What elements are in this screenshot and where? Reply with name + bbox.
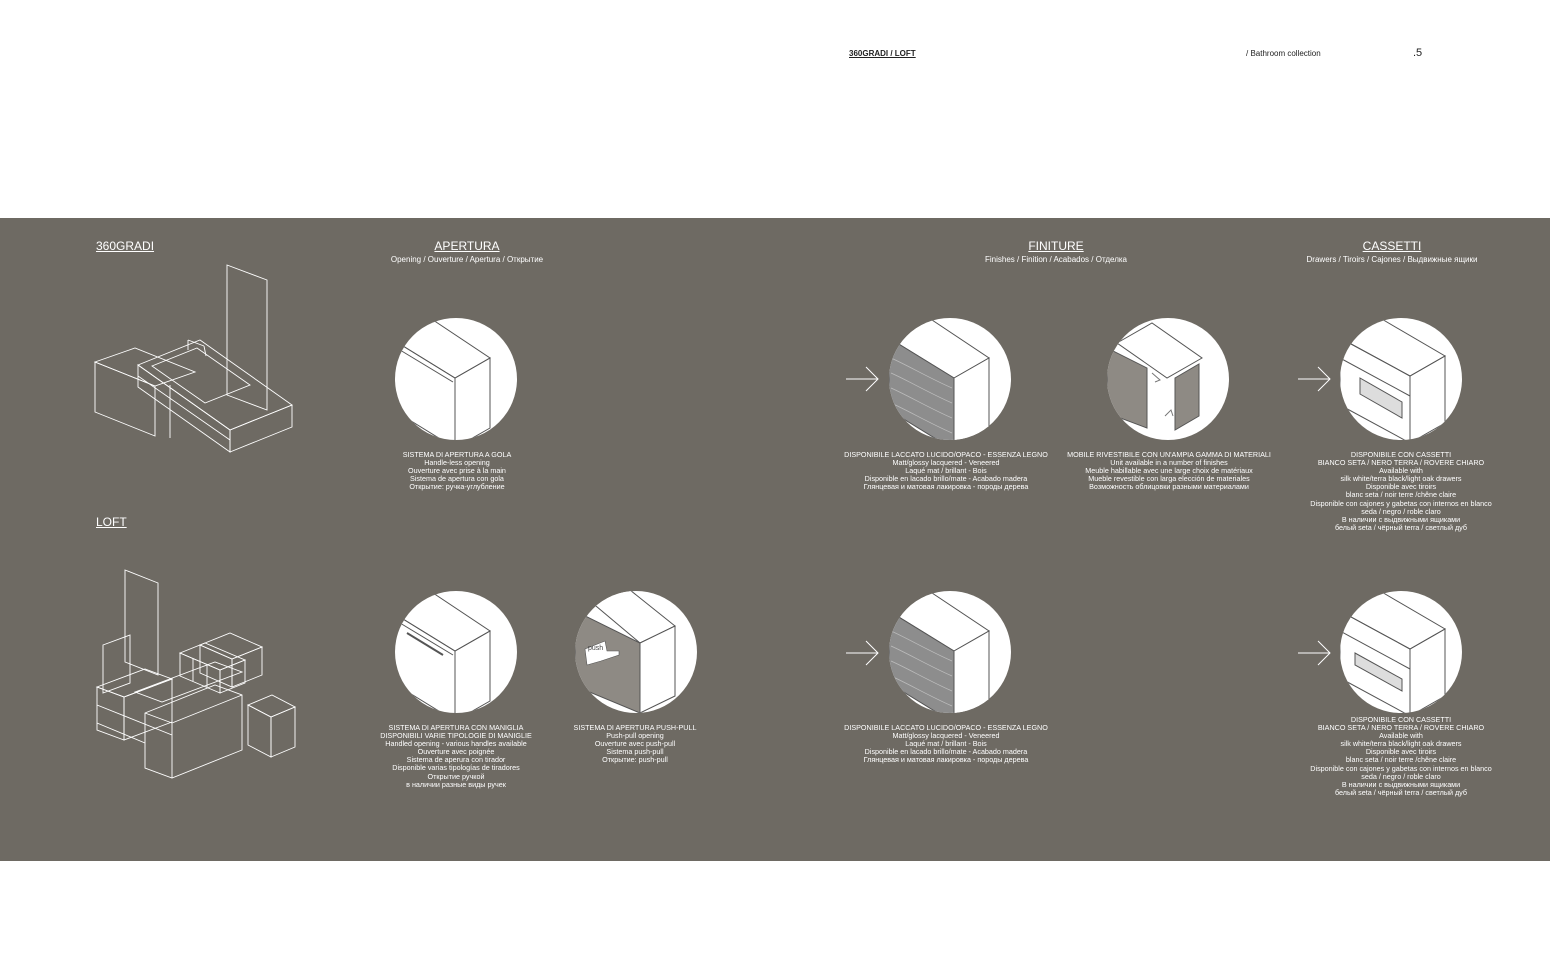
drawers-circle-loft	[1340, 591, 1462, 713]
subheading-finiture: Finishes / Finition / Acabados / Отделка	[985, 255, 1127, 264]
header-category: / Bathroom collection	[1246, 49, 1321, 58]
lacquered-description-loft: DISPONIBILE LACCATO LUCIDO/OPACO - ESSENZA LEGNO Matt/glossy lacquered - Veneered Laqué mat / brillant - Bois Disponible en lacado brillo/mate - Acabado madera Глянцевая и матовая лакировка - породы дерева	[844, 723, 1048, 765]
handle-opening-circle	[395, 591, 517, 713]
drawers-circle	[1340, 318, 1462, 440]
lacquered-description: DISPONIBILE LACCATO LUCIDO/OPACO - ESSENZA LEGNO Matt/glossy lacquered - Veneered Laqué mat / brillant - Bois Disponible en lacado brillo/mate - Acabado madera Глянцевая и матовая лакировка - породы дерева	[844, 450, 1048, 492]
heading-apertura: APERTURA	[434, 239, 500, 253]
loft-illustration	[90, 565, 300, 800]
heading-cassetti: CASSETTI	[1362, 239, 1422, 253]
360gradi-illustration	[90, 260, 300, 470]
push-pull-description: SISTEMA DI APERTURA PUSH-PULL Push-pull opening Ouverture avec push-pull Sistema push-pull Открытие: push-pull	[573, 723, 697, 765]
arrow-right-icon	[1298, 365, 1332, 393]
subheading-cassetti: Drawers / Tiroirs / Cajones / Выдвижные ящики	[1306, 255, 1478, 264]
gola-opening-circle	[395, 318, 517, 440]
drawers-description: DISPONIBILE CON CASSETTI BIANCO SETA / NERO TERRA / ROVERE CHIARO Available with silk white/terra black/light oak drawers Disponible avec tiroirs blanc seta / noir terre /chêne claire Disponible con cajones y gabetas con internos en blanco seda / negro / roble claro В наличии с выдвижными ящиками белый seta / чёрный terra / светлый дуб	[1310, 450, 1492, 532]
section-title-loft: LOFT	[96, 515, 127, 529]
drawers-description-loft: DISPONIBILE CON CASSETTI BIANCO SETA / NERO TERRA / ROVERE CHIARO Available with silk white/terra black/light oak drawers Disponible avec tiroirs blanc seta / noir terre /chêne claire Disponible con cajones y gabetas con internos en blanco seda / negro / roble claro В наличии с выдвижными ящиками белый seta / чёрный terra / светлый дуб	[1310, 715, 1492, 797]
cladding-finish-circle	[1107, 318, 1229, 440]
lacquered-finish-circle	[889, 318, 1011, 440]
handle-description: SISTEMA DI APERTURA CON MANIGLIA DISPONIBILI VARIE TIPOLOGIE DI MANIGLIE Handled opening - various handles available Ouverture avec poignée Sistema de aperura con tirador Disponible varias tipologías de tiradores Открытие ручкой в наличии разные виды ручек	[380, 723, 532, 789]
push-pull-circle	[575, 591, 697, 713]
page-number: .5	[1413, 47, 1423, 59]
lacquered-finish-circle-loft	[889, 591, 1011, 713]
subheading-apertura: Opening / Ouverture / Apertura / Открытие	[390, 255, 544, 264]
cladding-description: MOBILE RIVESTIBILE CON UN'AMPIA GAMMA DI MATERIALI Unit available in a number of finishes Meuble habillable avec une large choix de matériaux Mueble revestible con larga elección de materiales Возможность облицовки разными материалами	[1067, 450, 1271, 492]
push-label: push	[588, 645, 604, 652]
gola-description: SISTEMA DI APERTURA A GOLA Handle-less opening Ouverture avec prise à la main Sistema de apertura con gola Открытие: ручка-углубление	[402, 450, 512, 492]
section-title-360gradi: 360GRADI	[96, 239, 155, 253]
arrow-right-icon	[1298, 639, 1332, 667]
header-collection-name: 360GRADI / LOFT	[849, 49, 916, 58]
arrow-right-icon	[846, 365, 880, 393]
heading-finiture: FINITURE	[1028, 239, 1084, 253]
arrow-right-icon	[846, 639, 880, 667]
